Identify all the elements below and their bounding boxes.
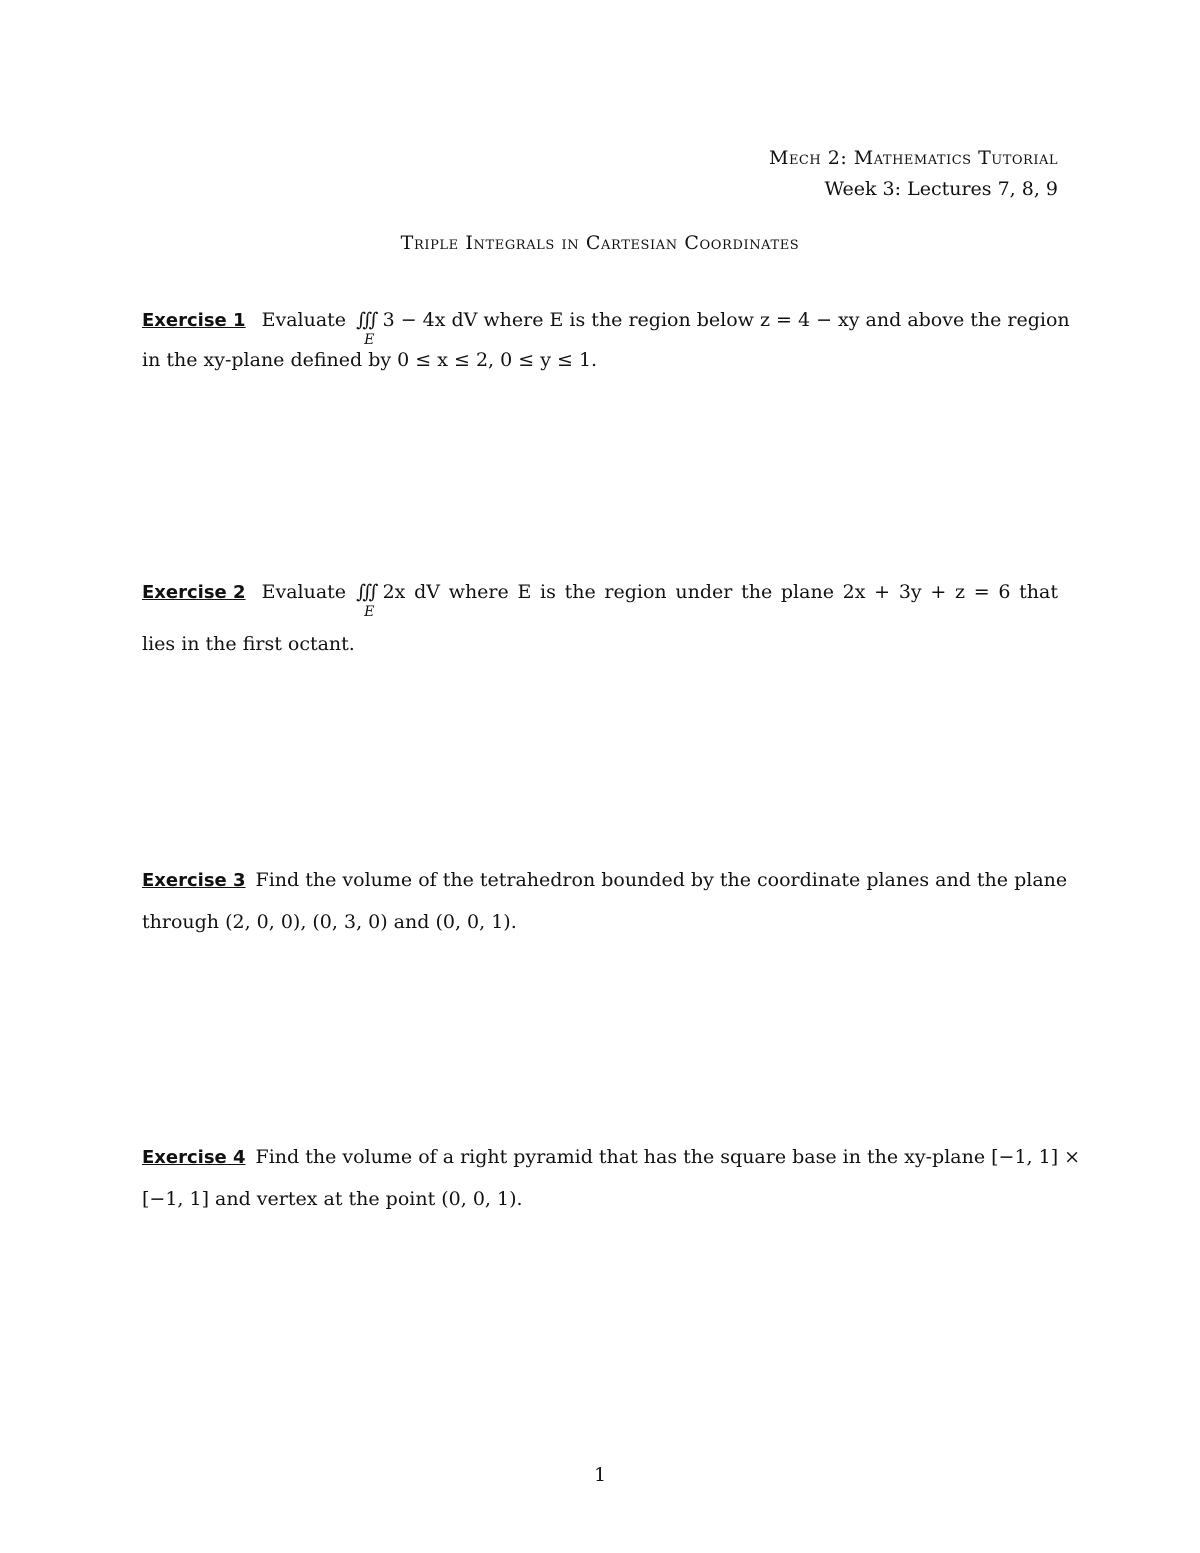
exercise-text-line2: lies in the first octant. — [142, 633, 355, 655]
course-title: Mech 2: Mathematics Tutorial — [768, 147, 1058, 169]
exercise-label: Exercise 4 — [142, 1147, 246, 1168]
triple-integral-symbol: ∭ E — [356, 581, 379, 620]
exercise-4 — [142, 1143, 1081, 1210]
exercise-text-line2: [−1, 1] and vertex at the point (0, 0, 1). — [142, 1188, 523, 1210]
exercise-text-line2: in the xy-plane defined by 0 ≤ x ≤ 2, 0 ≤ y ≤ 1. — [142, 349, 598, 371]
exercise-2 — [142, 578, 1058, 655]
exercise-text: Find the volume of the tetrahedron bounded by the coordinate planes and the plane — [255, 869, 1068, 891]
exercise-1 — [142, 306, 1070, 371]
exercise-text: 3 − 4x dV where E is the region below z = 4 − xy and above the region — [382, 309, 1070, 331]
exercise-label: Exercise 3 — [142, 870, 246, 891]
exercise-label: Exercise 1 — [142, 310, 246, 331]
triple-integral-symbol: ∭ E — [356, 309, 379, 348]
exercise-text: Find the volume of a right pyramid that has the square base in the xy-plane [−1, 1] × — [255, 1146, 1081, 1168]
page-number: 1 — [593, 1464, 607, 1486]
exercise-3 — [142, 866, 1068, 933]
exercise-text-pre: Evaluate — [261, 581, 347, 603]
section-title: Triple Integrals in Cartesian Coordinates — [400, 232, 800, 254]
exercise-text: 2x dV where E is the region under the plane 2x + 3y + z = 6 that — [382, 581, 1058, 603]
exercise-text-pre: Evaluate — [261, 309, 347, 331]
exercise-text-line2: through (2, 0, 0), (0, 3, 0) and (0, 0, 1). — [142, 911, 517, 933]
exercise-label: Exercise 2 — [142, 582, 246, 603]
page-header — [769, 143, 1058, 205]
week-lectures: Week 3: Lectures 7, 8, 9 — [824, 178, 1058, 200]
